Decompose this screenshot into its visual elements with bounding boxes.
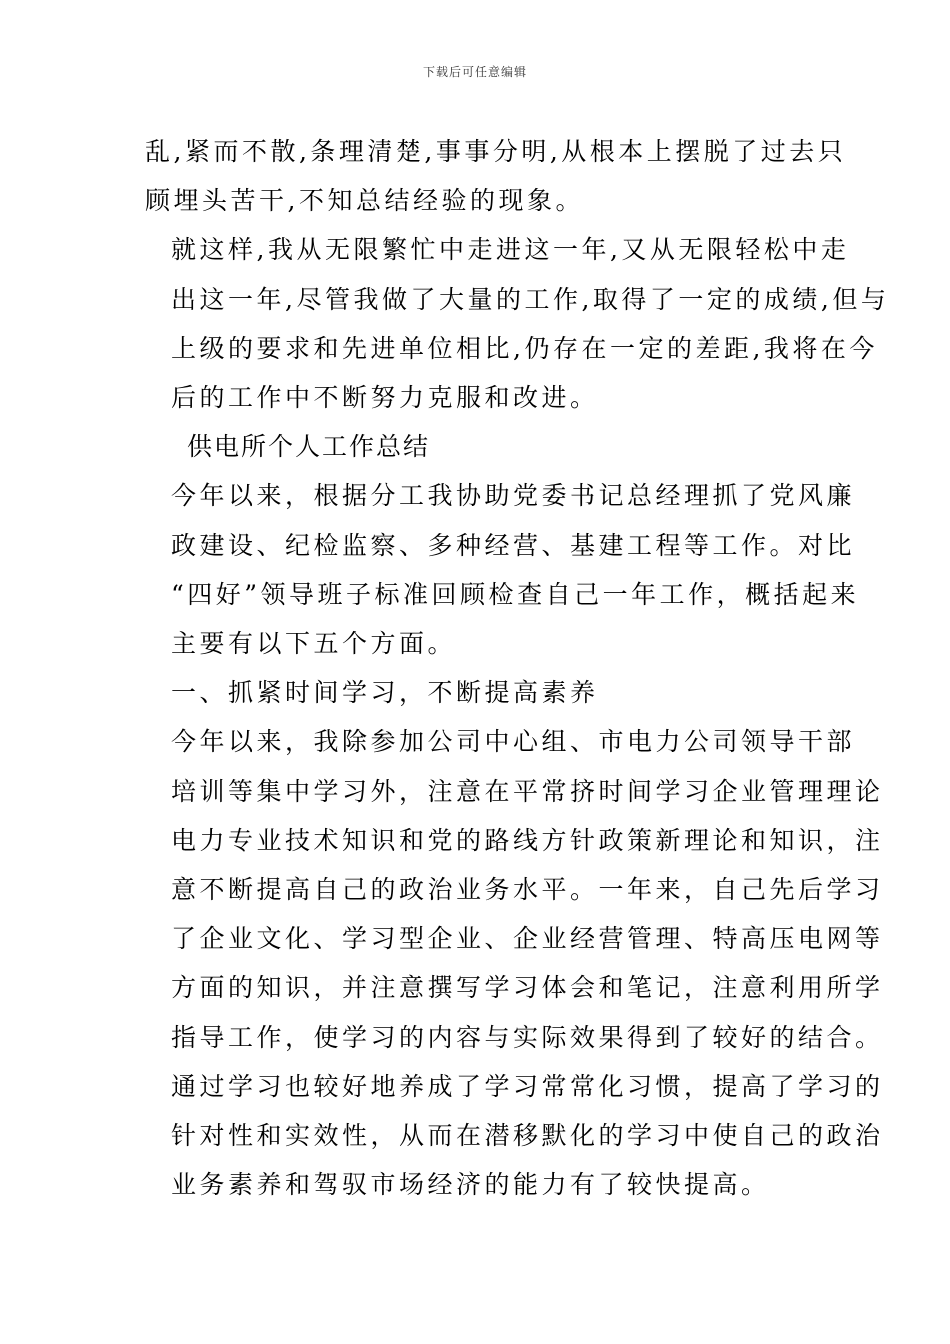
text-line: 针对性和实效性，从而在潜移默化的学习中使自己的政治 (171, 1121, 884, 1151)
text-line: 业务素养和驾驭市场经济的能力有了较快提高。 (171, 1170, 770, 1200)
text-line: 了企业文化、学习型企业、企业经营管理、特高压电网等 (171, 924, 884, 954)
text-line: 指导工作，使学习的内容与实际效果得到了较好的结合。 (171, 1022, 884, 1052)
text-line: 今年以来，根据分工我协助党委书记总经理抓了党风廉 (171, 481, 856, 511)
text-line: 后的工作中不断努力克服和改进。 (171, 383, 599, 413)
text-line: 主要有以下五个方面。 (171, 629, 457, 659)
text-line: 就这样,我从无限繁忙中走进这一年,又从无限轻松中走 (171, 235, 850, 265)
paragraph-study (145, 717, 884, 1209)
page-header-note: 下载后可任意编辑 (422, 65, 527, 79)
title-line: 供电所个人工作总结 (187, 432, 431, 462)
text-line: 通过学习也较好地养成了学习常常化习惯，提高了学习的 (171, 1071, 884, 1101)
text-line: 电力专业技术知识和党的路线方针政策新理论和知识，注 (171, 825, 884, 855)
text-line: 出这一年,尽管我做了大量的工作,取得了一定的成绩,但与 (171, 284, 890, 314)
text-line: 顾埋头苦干,不知总结经验的现象。 (145, 186, 584, 216)
text-line: 方面的知识，并注意撰写学习体会和笔记，注意利用所学 (171, 973, 884, 1003)
text-line: 乱,紧而不散,条理清楚,事事分明,从根本上摆脱了过去只 (145, 137, 847, 166)
text-line: 意不断提高自己的政治业务水平。一年来，自己先后学习 (171, 875, 884, 905)
text-line: 政建设、纪检监察、多种经营、基建工程等工作。对比 (171, 530, 856, 560)
text-line: 上级的要求和先进单位相比,仍存在一定的差距,我将在今 (171, 333, 878, 363)
text-line: “四好”领导班子标准回顾检查自己一年工作，概括起来 (171, 579, 860, 609)
paragraph-conclusion (145, 225, 890, 422)
heading-line: 一、抓紧时间学习，不断提高素养 (171, 678, 599, 708)
section-heading (145, 668, 810, 717)
paragraph-continuation (145, 127, 847, 225)
text-line: 今年以来，我除参加公司中心组、市电力公司领导干部 (171, 727, 856, 757)
paragraph-intro (145, 471, 860, 668)
document-body (145, 127, 890, 1209)
document-title (145, 422, 810, 471)
text-line: 培训等集中学习外，注意在平常挤时间学习企业管理理论 (171, 776, 884, 806)
